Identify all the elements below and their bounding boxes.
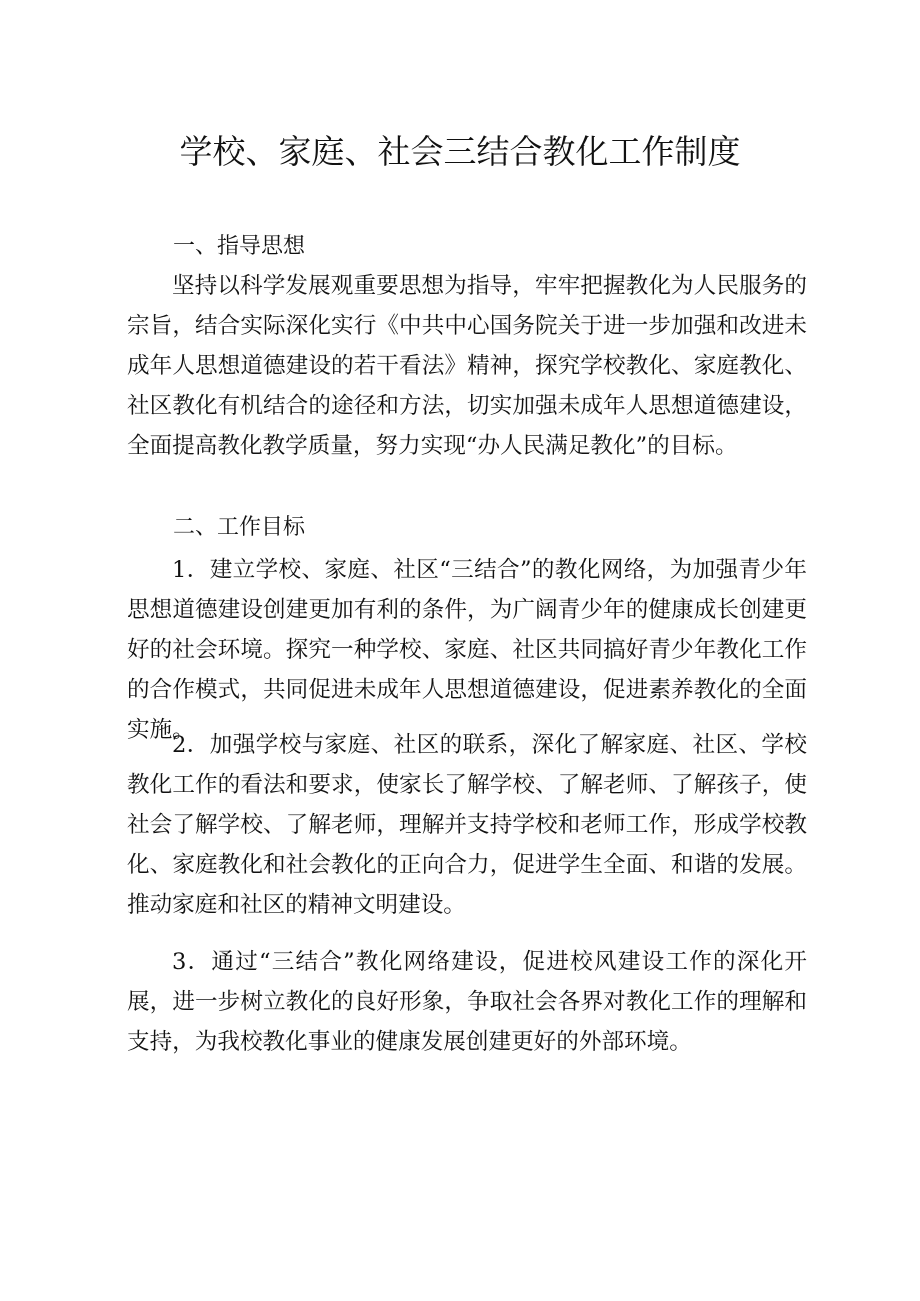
paragraph-goal-3: 3．通过“三结合”教化网络建设，促进校风建设工作的深化开展，进一步树立教化的良好形象，争取社会各界对教化工作的理解和支持，为我校教化事业的健康发展创建更好的外部环境。 xyxy=(127,949,807,1055)
paragraph-guiding-thought: 坚持以科学发展观重要思想为指导，牢牢把握教化为人民服务的宗旨，结合实际深化实行《中共中心国务院关于进一步加强和改进未成年人思想道德建设的若干看法》精神，探究学校教化、家庭教化、社区教化有机结合的途径和方法，切实加强未成年人思想道德建设，全面提高教化教学质量，努力实现“办人民满足教化”的目标。 xyxy=(127,273,807,459)
document-title: 学校、家庭、社会三结合教化工作制度 xyxy=(179,132,741,171)
paragraph-goal-1: 1．建立学校、家庭、社区“三结合”的教化网络，为加强青少年思想道德建设创建更加有利的条件，为广阔青少年的健康成长创建更好的社会环境。探究一种学校、家庭、社区共同搞好青少年教化工作的合作模式，共同促进未成年人思想道德建设，促进素养教化的全面实施。 xyxy=(127,557,807,743)
paragraph-goal-2: 2．加强学校与家庭、社区的联系，深化了解家庭、社区、学校教化工作的看法和要求，使家长了解学校、了解老师、了解孩子，使社会了解学校、了解老师，理解并支持学校和老师工作，形成学校教化、家庭教化和社会教化的正向合力，促进学生全面、和谐的发展。推动家庭和社区的精神文明建设。 xyxy=(127,732,807,918)
section-heading-work-goals: 二、工作目标 xyxy=(173,515,306,540)
section-heading-guiding-thought: 一、指导思想 xyxy=(173,234,306,259)
